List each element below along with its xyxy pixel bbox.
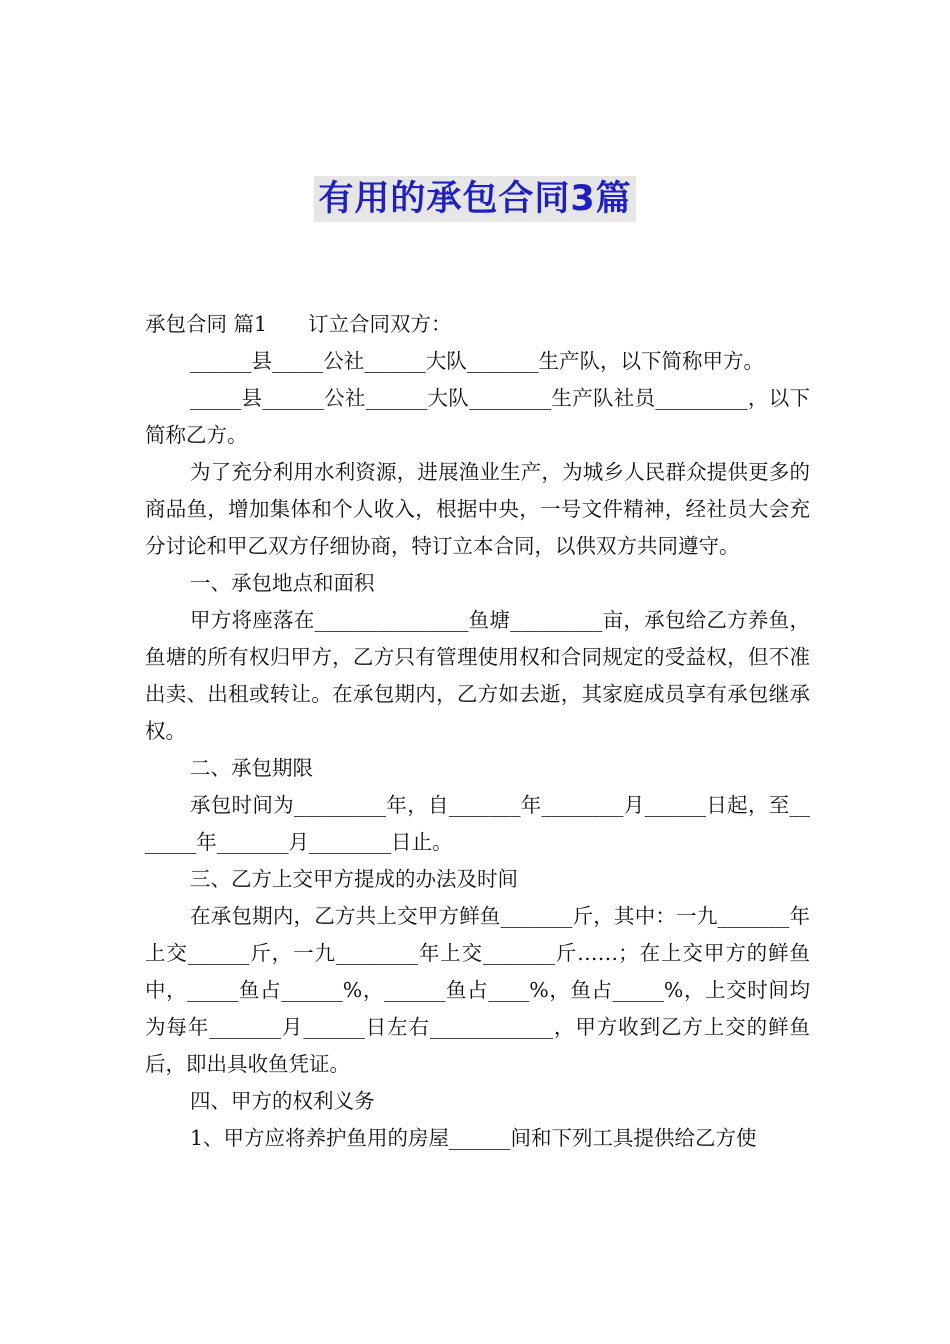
- section-4-item-1: 1、甲方应将养护鱼用的房屋______间和下列工具提供给乙方使: [190, 1126, 757, 1150]
- document-body: [145, 306, 810, 1157]
- party-a-line: ______县_____公社______大队_______生产队，以下简称甲方。: [190, 349, 764, 373]
- section-2-paragraph: 承包时间为_________年，自_______年________月______日起，至_______年_______月________日止。: [145, 793, 810, 854]
- section-heading-1: 一、承包地点和面积: [190, 571, 375, 595]
- contract-heading-line: 承包合同 篇1 订立合同双方：: [145, 312, 452, 336]
- section-heading-4: 四、甲方的权利义务: [190, 1089, 375, 1113]
- document-title: 有用的承包合同3篇: [314, 176, 635, 222]
- preamble-paragraph: 为了充分利用水利资源，进展渔业生产，为城乡人民群众提供更多的商品鱼，增加集体和个人收入，根据中央，一号文件精神，经社员大会充分讨论和甲乙双方仔细协商，特订立本合同，以供双方共同遵守。: [145, 460, 810, 558]
- section-1-paragraph: 甲方将座落在_______________鱼塘_________亩，承包给乙方养鱼，鱼塘的所有权归甲方，乙方只有管理使用权和合同规定的受益权，但不准出卖、出租或转让。在承包期内，乙方如去逝，其家庭成员享有承包继承权。: [145, 608, 810, 743]
- party-b-line: _____县______公社______大队________生产队社员_________，以下简称乙方。: [145, 386, 810, 447]
- section-3-paragraph: 在承包期内，乙方共上交甲方鲜鱼_______斤，其中：一九_______年上交______斤，一九________年上交_______斤……；在上交甲方的鲜鱼中，_____鱼占______%，______鱼占____%，鱼占_____%，上交时间均为每年_______月______日左右____________，甲方收到乙方上交的鲜鱼后，即出具收鱼凭证。: [145, 904, 810, 1076]
- document-title-wrap: [0, 176, 950, 222]
- section-heading-3: 三、乙方上交甲方提成的办法及时间: [190, 867, 518, 891]
- section-heading-2: 二、承包期限: [190, 756, 313, 780]
